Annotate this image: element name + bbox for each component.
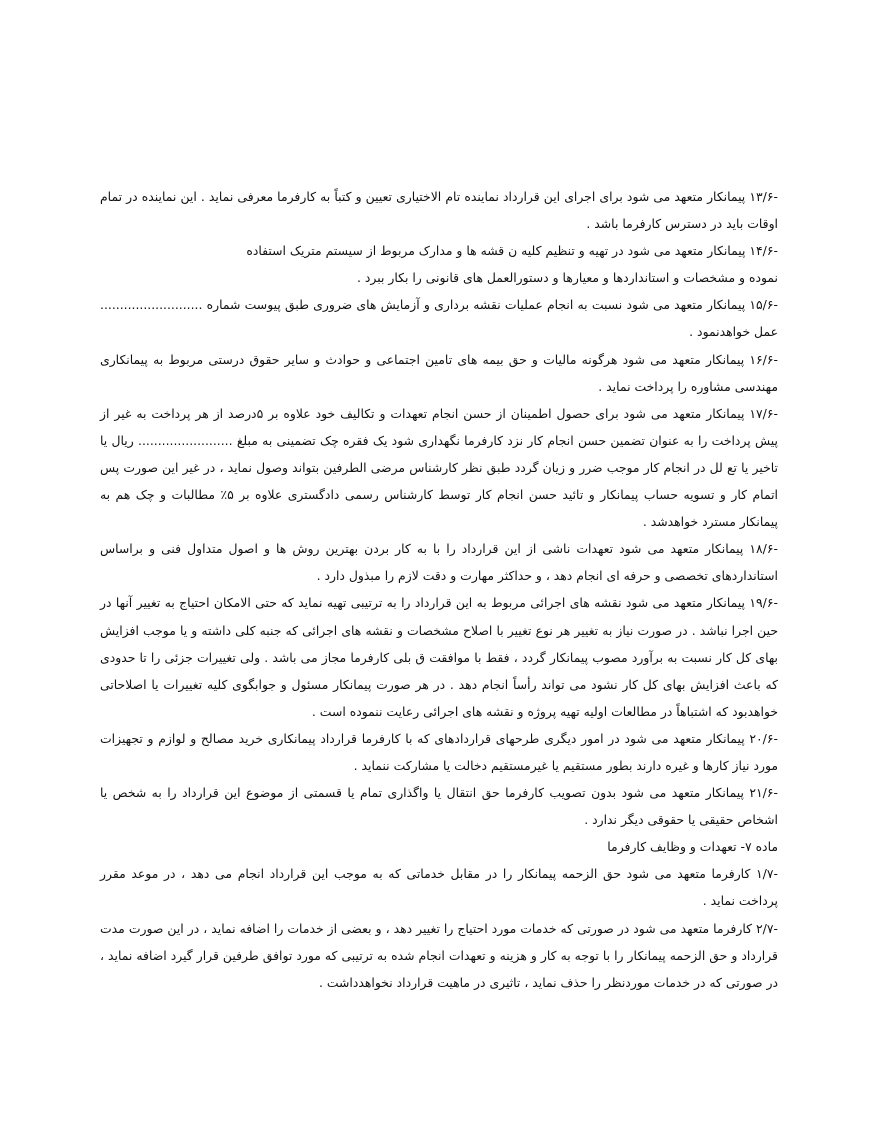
clause-6-15: -۱۵/۶ پیمانکار متعهد می شود نسبت به انجام عملیات نقشه برداری و آزمایش های ضروری طبق پیوست شماره .......................... عمل خواهدنمود . <box>100 297 778 340</box>
clause-6-13: -۱۳/۶ پیمانکار متعهد می شود برای اجرای این قرارداد نماینده تام الاختیاری تعیین و کتباً به کارفرما معرفی نماید . این نماینده در تمام اوقات باید در دسترس کارفرما باشد . <box>100 189 778 232</box>
clause-6-14-continued: نموده و مشخصات و استانداردها و معیارها و دستورالعمل های قانونی را بکار ببرد . <box>357 270 778 286</box>
clause-6-17: -۱۷/۶ پیمانکار متعهد می شود برای حصول اطمینان از حسن انجام تعهدات و تکالیف خود علاوه بر ۵درصد از هر پرداخت به غیر از پیش پرداخت را به عنوان تضمین حسن انجام کار نزد کارفرما نگهداری شود یک فقره چک تضمینی به مبلغ ........................ ریال یا تاخیر یا تع لل در انجام کار موجب ضرر و زیان گردد طبق نظر کارشناس مرضی الطرفین بتواند وصول نماید ، در غیر این صورت پس اتمام کار و تسویه حساب پیمانکار و تائید حسن انجام کار توسط کارشناس رسمی دادگستری علاوه بر ۵٪ مطالبات و چک هم به پیمانکار مسترد خواهدشد . <box>100 405 778 530</box>
clause-6-16: -۱۶/۶ پیمانکار متعهد می شود هرگونه مالیات و حق بیمه های تامین اجتماعی و حوادث و سایر حقوق درستی مربوط به پیمانکاری مهندسی مشاوره را پرداخت نماید . <box>100 351 778 394</box>
section-heading-article-7: ماده ۷- تعهدات و وظایف کارفرما <box>607 839 778 855</box>
clause-6-19: -۱۹/۶ پیمانکار متعهد می شود نقشه های اجرائی مربوط به این قرارداد را به ترتیبی تهیه نماید که حتی الامکان احتیاج به تغییر آنها در حین اجرا نباشد . در صورت نیاز به تغییر هر نوع تغییر با اصلاح مشخصات و نقشه های اجرائی که جنبه کلی داشته و یا موجب افزایش بهای کل کار نسبت به برآورد مصوب پیمانکار گردد ، فقط با موافقت ق بلی کارفرما مجاز می باشد . ولی تغییرات جزئی را تا حدودی که باعث افزایش بهای کل کار نشود می تواند رأساً انجام دهد . در هر صورت پیمانکار مسئول و جوابگوی کلیه تغییرات یا اصلاحاتی خواهدبود که اشتباهاً در مطالعات اولیه تهیه پروژه و نقشه های اجرائی رعایت ننموده است . <box>100 595 778 719</box>
clause-7-1: -۱/۷ کارفرما متعهد می شود حق الزحمه پیمانکار را در مقابل خدماتی که به موجب این قرارداد انجام می دهد ، در موعد مقرر پرداخت نماید . <box>100 866 778 909</box>
document-page <box>100 183 778 996</box>
clause-6-14: -۱۴/۶ پیمانکار متعهد می شود در تهیه و تنظیم کلیه ن قشه ها و مدارک مربوط از سیستم متریک استفاده <box>246 243 778 259</box>
clause-6-20: -۲۰/۶ پیمانکار متعهد می شود در امور دیگری طرحهای قراردادهای که با کارفرما قرارداد پیمانکاری خرید مصالح و لوازم و تجهیزات مورد نیاز کارها و غیره دارند بطور مستقیم یا غیرمستقیم دخالت یا مشارکت ننماید . <box>100 730 778 773</box>
clause-7-2: -۲/۷ کارفرما متعهد می شود در صورتی که خدمات مورد احتیاج را تغییر دهد ، و بعضی از خدمات را اضافه نماید ، در این صورت مدت قرارداد و حق الزحمه پیمانکار را با توجه به کار و هزینه و تعهدات انجام شده به ترتیبی که مورد توافق طرفین قرار گیرد اضافه نماید ، در صورتی که در خدمات موردنظر را حذف نماید ، تاثیری در ماهیت قرارداد نخواهدداشت . <box>100 920 778 990</box>
clause-6-21: -۲۱/۶ پیمانکار متعهد می شود بدون تصویب کارفرما حق انتقال یا واگذاری تمام یا قسمتی از موضوع این قرارداد را به شخص یا اشخاص حقیقی یا حقوقی دیگر ندارد . <box>100 785 778 828</box>
clause-6-18: -۱۸/۶ پیمانکار متعهد می شود تعهدات ناشی از این قرارداد را با به کار بردن بهترین روش ها و اصول متداول فنی و براساس استانداردهای تخصصی و حرفه ای انجام دهد ، و حداکثر مهارت و دقت لازم را مبذول دارد . <box>100 541 778 584</box>
